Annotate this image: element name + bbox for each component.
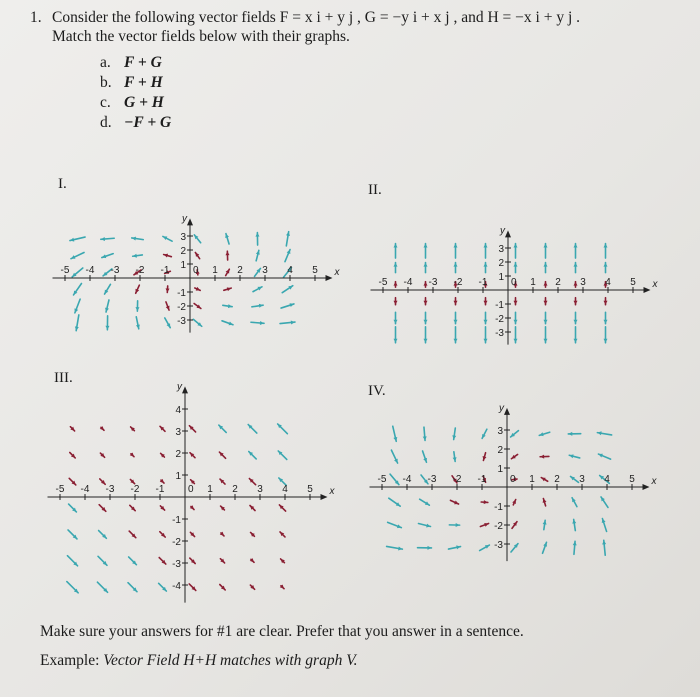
x-tick-label: 3 [580, 277, 586, 288]
x-tick-label: 1 [212, 265, 218, 276]
x-tick-label: -5 [377, 474, 387, 485]
y-tick-label: -2 [172, 537, 181, 548]
question-line-2: Match the vector fields below with their graphs. [52, 28, 350, 45]
example-label: Example: [40, 652, 100, 669]
x-tick-label: -1 [478, 277, 488, 288]
field-arrow-head [250, 558, 254, 562]
x-tick-label: 5 [307, 484, 313, 495]
graph-label-iii: III. [54, 370, 73, 386]
field-arrow-head [280, 584, 284, 588]
x-tick-label: -3 [427, 474, 437, 485]
vector-field-graph-ii [370, 198, 658, 363]
x-axis-arrow [326, 275, 333, 281]
field-arrow-head [568, 432, 572, 436]
field-arrow-head [456, 523, 460, 527]
x-tick-label: -4 [402, 474, 412, 485]
question-prompt [30, 8, 580, 46]
field-arrow-head [484, 339, 488, 343]
y-axis-arrow [504, 408, 510, 415]
vector-field-graph-i [60, 192, 340, 357]
field-arrow-head [454, 320, 458, 324]
graph-label-ii: II. [368, 182, 382, 198]
field-arrow-head [514, 301, 518, 305]
field-arrow-head [544, 301, 548, 305]
field-arrow-head [102, 254, 106, 258]
option-a [100, 53, 171, 73]
field-arrow-head [427, 546, 431, 550]
field-arrow-head [604, 339, 608, 343]
answer-options [100, 53, 171, 133]
x-axis-arrow [321, 494, 328, 500]
x-tick-label: 0 [510, 474, 516, 485]
y-axis-label: y [182, 213, 187, 225]
y-tick-label: -1 [495, 300, 504, 311]
field-arrow-head [574, 244, 578, 248]
x-tick-label: 0 [193, 265, 199, 276]
x-tick-label: 1 [529, 474, 535, 485]
field-arrow-head [454, 301, 458, 305]
x-tick-label: 3 [579, 474, 585, 485]
x-tick-label: 1 [530, 277, 536, 288]
field-arrow-head [484, 263, 488, 267]
vector-field-graph-iii [55, 381, 335, 606]
option-expression: F + G [124, 54, 162, 71]
y-tick-label: 1 [175, 471, 181, 482]
field-arrow-head [394, 301, 398, 305]
field-arrow-head [602, 540, 606, 544]
field-arrow-head [394, 339, 398, 343]
y-tick-label: 4 [175, 405, 181, 416]
field-arrow-head [574, 282, 578, 286]
x-tick-label: 5 [629, 474, 635, 485]
field-arrow-head [424, 339, 428, 343]
x-axis-label: x [329, 486, 335, 497]
field-arrow-head [454, 339, 458, 343]
field-arrow-head [604, 320, 608, 324]
field-arrow-head [484, 320, 488, 324]
y-tick-label: 3 [180, 232, 186, 243]
y-axis-label: y [499, 402, 504, 414]
field-arrow-head [130, 452, 134, 456]
field-arrow-head [160, 479, 164, 483]
x-tick-label: -4 [403, 277, 413, 288]
x-tick-label: 4 [604, 474, 610, 485]
field-arrow-head [604, 244, 608, 248]
y-axis-arrow [505, 230, 511, 237]
field-arrow-head [514, 244, 518, 248]
y-tick-label: 3 [497, 426, 503, 437]
x-tick-label: 2 [555, 277, 561, 288]
field-arrow-head [484, 301, 488, 305]
y-tick-label: 1 [498, 272, 504, 283]
field-arrow-head [190, 505, 194, 509]
x-axis-label: x [652, 279, 658, 290]
field-arrow-head [574, 320, 578, 324]
y-axis-arrow [182, 386, 188, 393]
field-arrow-head [291, 320, 295, 324]
y-tick-label: -1 [494, 502, 503, 513]
field-arrow-head [484, 500, 488, 504]
y-tick-label: -3 [177, 316, 186, 327]
x-tick-label: -4 [85, 265, 95, 276]
y-tick-label: -3 [172, 559, 181, 570]
x-tick-label: 1 [207, 484, 213, 495]
field-arrow-head [100, 426, 104, 430]
y-tick-label: 2 [180, 246, 186, 257]
field-arrow-head [424, 244, 428, 248]
field-arrow-head [225, 251, 229, 255]
y-tick-label: -3 [494, 540, 503, 551]
option-letter: c. [100, 94, 111, 111]
option-expression: G + H [124, 94, 164, 111]
y-tick-label: -1 [177, 288, 186, 299]
field-arrow-head [220, 532, 224, 536]
x-tick-label: 3 [262, 265, 268, 276]
field-arrow-head [544, 339, 548, 343]
field-arrow-head [604, 263, 608, 267]
question-line-1: Consider the following vector fields F = x i + y j , G = −y i + x j , and H = −x i + y j . [52, 9, 580, 26]
option-letter: b. [100, 74, 112, 91]
y-axis-label: y [177, 381, 182, 393]
x-tick-label: 5 [630, 277, 636, 288]
vector-field-graph-iv [372, 392, 657, 567]
y-tick-label: 3 [175, 427, 181, 438]
field-arrow-head [105, 326, 109, 330]
option-letter: d. [100, 114, 112, 131]
y-tick-label: 2 [498, 258, 504, 269]
y-tick-label: 1 [180, 260, 186, 271]
field-arrow-head [574, 339, 578, 343]
option-expression: F + H [124, 74, 163, 91]
x-tick-label: 4 [605, 277, 611, 288]
x-tick-label: -2 [130, 484, 140, 495]
x-axis-label: x [651, 476, 657, 487]
field-arrow-head [514, 320, 518, 324]
y-tick-label: -3 [495, 328, 504, 339]
field-arrow-head [423, 436, 427, 440]
field-arrow-head [166, 288, 170, 292]
field-arrow-head [424, 320, 428, 324]
y-axis-arrow [187, 218, 193, 225]
option-c [100, 93, 171, 113]
field-arrow-head [574, 301, 578, 305]
x-tick-label: 2 [232, 484, 238, 495]
x-axis-label: x [334, 267, 340, 278]
x-tick-label: 0 [511, 277, 517, 288]
x-tick-label: 3 [257, 484, 263, 495]
x-tick-label: 5 [312, 265, 318, 276]
field-arrow-head [514, 339, 518, 343]
y-tick-label: 3 [498, 244, 504, 255]
option-expression: −F + G [124, 114, 172, 131]
field-arrow-head [604, 301, 608, 305]
option-d [100, 113, 171, 133]
field-arrow-head [573, 541, 577, 545]
y-tick-label: -4 [172, 581, 181, 592]
y-tick-label: -2 [494, 521, 503, 532]
x-tick-label: -2 [452, 474, 462, 485]
x-tick-label: -5 [55, 484, 65, 495]
x-axis-arrow [643, 484, 650, 490]
x-axis-arrow [644, 287, 651, 293]
field-arrow-head [423, 458, 427, 462]
footer-example [40, 652, 358, 670]
field-arrow-head [424, 301, 428, 305]
field-arrow-head [101, 237, 105, 241]
y-tick-label: 2 [497, 445, 503, 456]
x-tick-label: 0 [188, 484, 194, 495]
y-axis-label: y [500, 225, 505, 237]
x-tick-label: -2 [453, 277, 463, 288]
field-arrow-head [255, 233, 259, 237]
x-tick-label: -1 [160, 265, 170, 276]
x-tick-label: 2 [554, 474, 560, 485]
graph-label-i: I. [58, 176, 67, 192]
field-arrow-head [394, 320, 398, 324]
x-tick-label: -1 [477, 474, 487, 485]
x-tick-label: -2 [135, 265, 145, 276]
field-arrow-head [574, 263, 578, 267]
field-arrow-head [544, 282, 548, 286]
field-arrow-head [260, 321, 264, 325]
field-arrow-head [454, 263, 458, 267]
y-tick-label: -2 [495, 314, 504, 325]
field-arrow-head [135, 307, 139, 311]
x-tick-label: -4 [80, 484, 90, 495]
x-tick-label: -3 [110, 265, 120, 276]
field-arrow-head [424, 263, 428, 267]
x-tick-label: -5 [60, 265, 70, 276]
y-tick-label: 1 [497, 464, 503, 475]
x-tick-label: -1 [155, 484, 165, 495]
field-arrow-head [424, 282, 428, 286]
graph-label-iv: IV. [368, 383, 386, 399]
field-arrow-head [544, 320, 548, 324]
field-arrow-head [394, 263, 398, 267]
x-tick-label: -3 [105, 484, 115, 495]
field-arrow-head [514, 263, 518, 267]
example-text: Vector Field H+H matches with graph V. [103, 652, 358, 669]
y-tick-label: -1 [172, 515, 181, 526]
option-letter: a. [100, 54, 111, 71]
field-arrow-head [544, 263, 548, 267]
y-tick-label: -2 [177, 302, 186, 313]
x-tick-label: 4 [287, 265, 293, 276]
field-arrow-head [394, 244, 398, 248]
x-tick-label: 4 [282, 484, 288, 495]
footer-instructions: Make sure your answers for #1 are clear. Prefer that you answer in a sentence. [40, 623, 524, 640]
x-tick-label: -5 [378, 277, 388, 288]
y-tick-label: 2 [175, 449, 181, 460]
field-arrow-head [394, 282, 398, 286]
x-tick-label: -3 [428, 277, 438, 288]
x-tick-label: 2 [237, 265, 243, 276]
field-arrow-head [484, 244, 488, 248]
option-b [100, 73, 171, 93]
field-arrow-head [544, 244, 548, 248]
question-number: 1. [30, 9, 42, 26]
field-arrow-head [454, 244, 458, 248]
field-arrow-head [540, 455, 544, 459]
